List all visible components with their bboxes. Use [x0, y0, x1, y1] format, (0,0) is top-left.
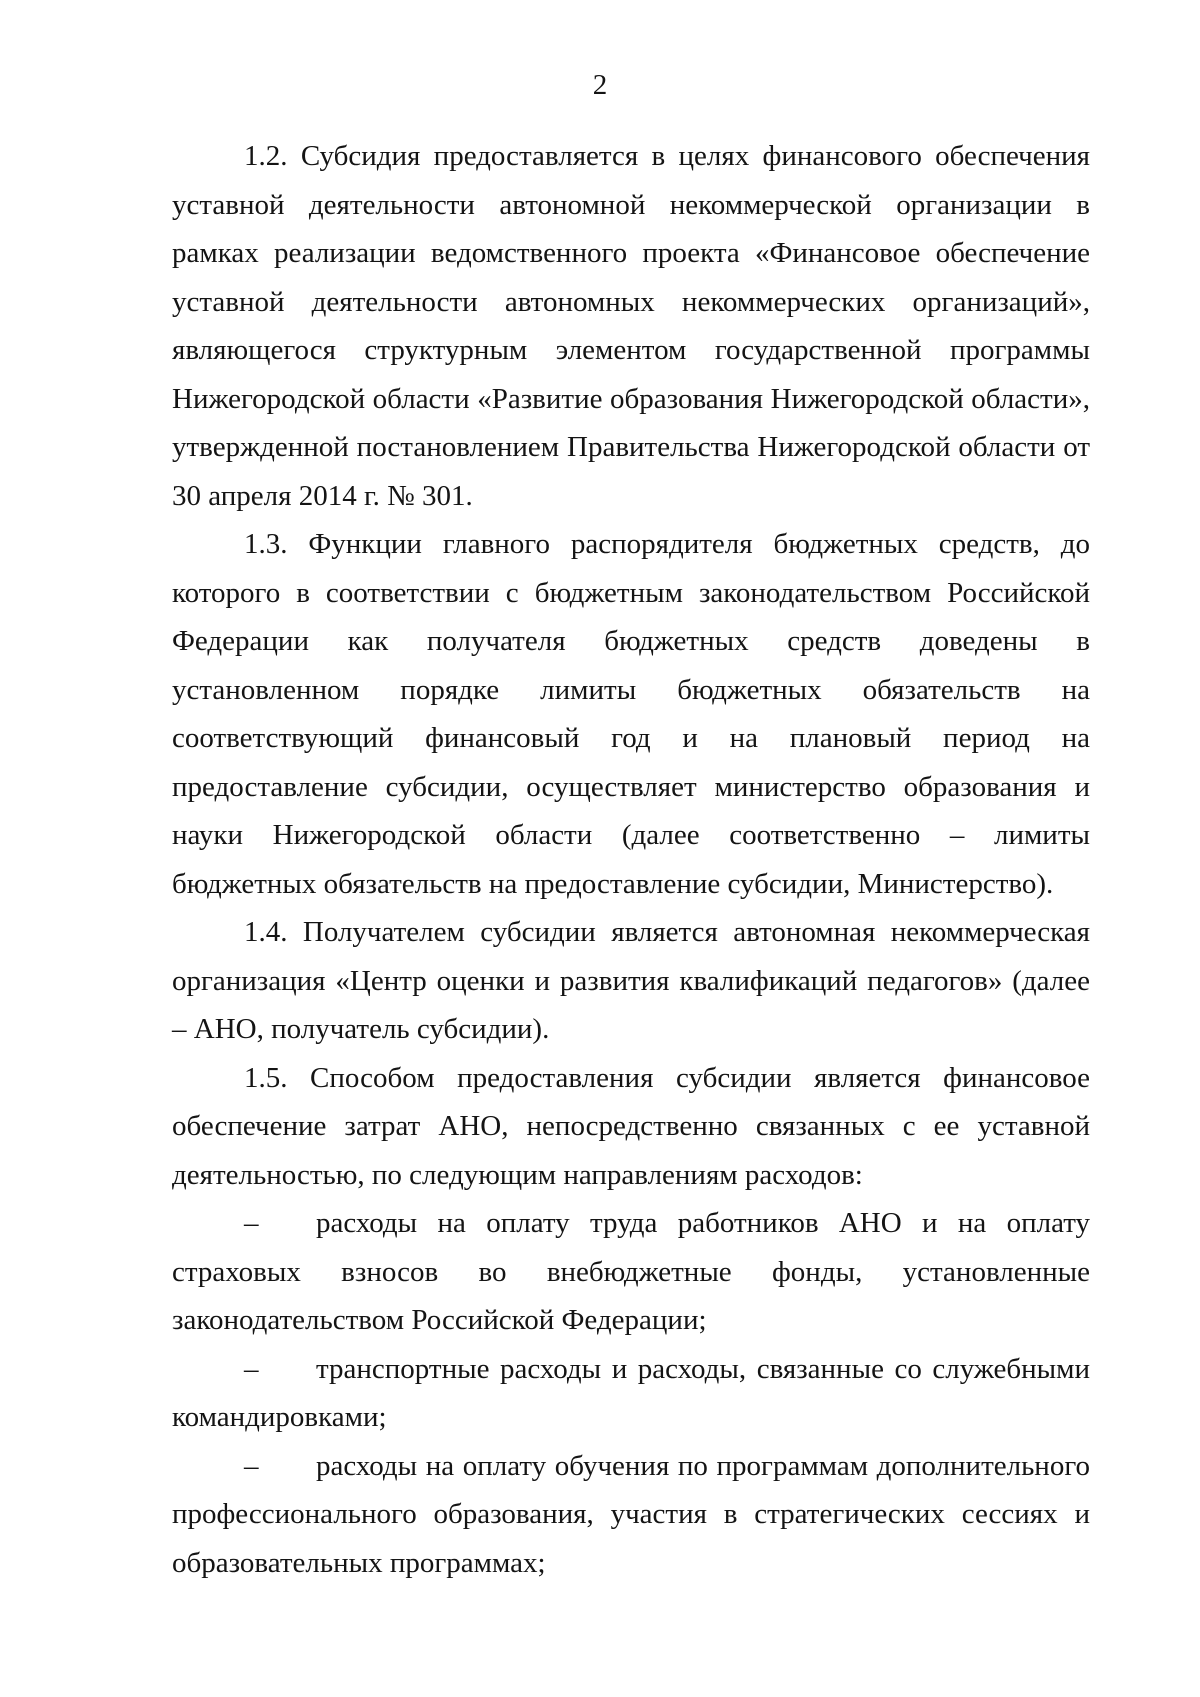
paragraph-1-5: 1.5. Способом предоставления субсидии является финансовое обеспечение затрат АНО, непосредственно связанных с ее уставной деятельностью, по следующим направлениям расходов:	[172, 1061, 1090, 1191]
list-item-text: транспортные расходы и расходы, связанные со служебными командировками;	[172, 1352, 1090, 1433]
paragraph-1-3: 1.3. Функции главного распорядителя бюджетных средств, до которого в соответствии с бюджетным законодательством Российской Федерации как получателя бюджетных средств доведены в установленном порядке лимиты бюджетных обязательств на соответствующий финансовый год и на плановый период на предоставление субсидии, осуществляет министерство образования и науки Нижегородской области (далее соответственно – лимиты бюджетных обязательств на предоставление субсидии, Министерство).	[172, 528, 1090, 900]
list-item-expense-1	[172, 1199, 1090, 1345]
list-item-expense-2	[172, 1345, 1090, 1442]
list-dash: –	[244, 1207, 259, 1239]
paragraph-1-4: 1.4. Получателем субсидии является автономная некоммерческая организация «Центр оценки и развития квалификаций педагогов» (далее – АНО, получатель субсидии).	[172, 916, 1090, 1045]
list-item-text: расходы на оплату труда работников АНО и на оплату страховых взносов во внебюджетные фонды, установленные законодательством Российской Федерации;	[172, 1207, 1090, 1336]
page-number: 2	[592, 69, 608, 101]
list-dash: –	[244, 1352, 259, 1385]
document-body	[172, 132, 1090, 1587]
list-item-text: расходы на оплату обучения по программам дополнительного профессионального образования, участия в стратегических сессиях и образовательных программах;	[172, 1449, 1090, 1579]
paragraph-1-2: 1.2. Субсидия предоставляется в целях финансового обеспечения уставной деятельности автономной некоммерческой организации в рамках реализации ведомственного проекта «Финансовое обеспечение уставной деятельности автономных некоммерческих организаций», являющегося структурным элементом государственной программы Нижегородской области «Развитие образования Нижегородской области», утвержденной постановлением Правительства Нижегородской области от 30 апреля 2014 г. № 301.	[172, 140, 1090, 512]
list-item-expense-3	[172, 1442, 1090, 1588]
list-dash: –	[244, 1449, 259, 1482]
